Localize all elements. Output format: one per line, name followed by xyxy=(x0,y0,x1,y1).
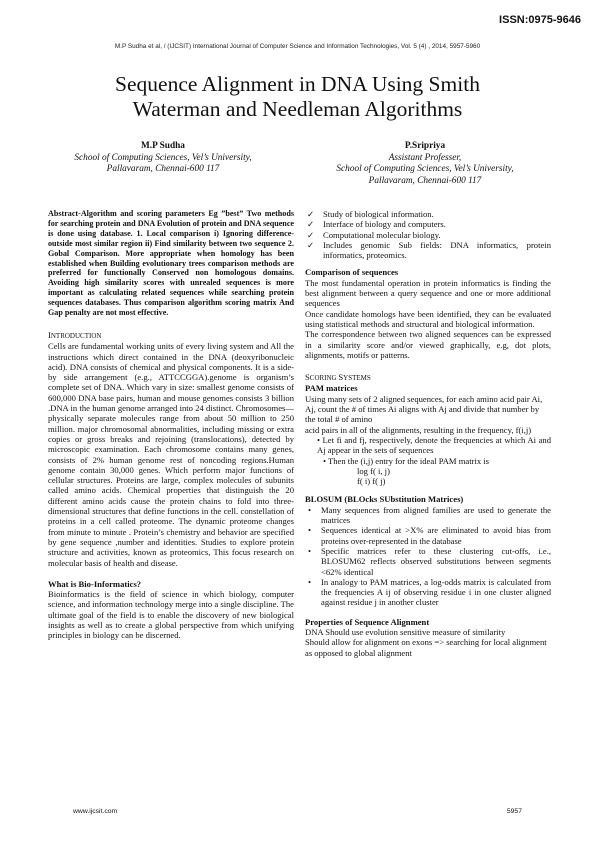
author-affiliation: Pallavaram, Chennai-600 117 xyxy=(368,175,482,186)
author-block-1 xyxy=(38,141,288,176)
author-name: P.Sripriya xyxy=(404,141,446,151)
title-line-2: Waterman and Needleman Algorithms xyxy=(132,97,463,121)
list-item: • In analogy to PAM matrices, a log-odds matrix is calculated from the frequencies A ij of observing residue i in one cluster aligned against residue j in another cluster xyxy=(308,576,551,608)
checkmark-icon: ✓ xyxy=(307,209,315,219)
pam-formula: log f( i, j) xyxy=(357,465,390,476)
scoring-systems-heading: SCORING SYSTEMS xyxy=(305,372,371,383)
author-name: M.P Sudha xyxy=(141,141,185,151)
list-item: ✓ Interface of biology and computers. xyxy=(307,219,446,230)
author-block-2 xyxy=(300,141,550,187)
paper-title xyxy=(40,72,555,122)
comparison-heading: Comparison of sequences xyxy=(305,267,399,278)
footer-page-number: 5957 xyxy=(506,808,522,815)
comparison-body: The most fundamental operation in protein informatics is finding the best alignment between a query sequence and one or more additional sequences xyxy=(305,277,551,309)
bioinformatics-body: Bioinformatics is the field of science in which biology, computer science, and information technology merge into a single discipline. The ultimate goal of the field is to enable the discovery of new biological insights as well as to create a global perspective from which unifying principles in biology can be discerned. xyxy=(48,589,294,641)
field-list xyxy=(305,209,551,260)
pam-formula: f( i) f( j) xyxy=(357,476,386,487)
introduction-heading xyxy=(48,330,294,341)
footer-website: www.ijcsit.com xyxy=(73,808,118,815)
list-item: ✓ Computational molecular biology. xyxy=(307,229,441,240)
list-item: • Specific matrices refer to these clustering cut-offs, i.e., BLOSUM62 reflects observed substitutions between segments <62% identical xyxy=(308,545,551,577)
checkmark-icon: ✓ xyxy=(307,239,315,250)
abstract: Abstract-Algorithm and scoring parameters Eg ”best” Two methods for searching protein and DNA Evolution of protein and DNA sequence is done using database. 1. Local comparison i) Ignoring difference-outside most similar region ii) Find similarity between two sequence 2. Gobal Comparison. More appropriate when homology has been established when Building evolutionary trees comparison methods are preferred for functionally Conserved non homologous domains. Avoiding high similarity scores with unrealed sequences is more important as calculating related sequences while searching protein sequences databases. Thus comparison algorithm scoring matrix And Gap penalty are not most effective. xyxy=(48,209,294,318)
properties-heading: Properties of Sequence Alignment xyxy=(305,616,430,627)
pam-body: acid pairs in all of the alignments, resulting in the frequency, f(i,j) xyxy=(305,424,532,435)
properties-body: Should allow for alignment on exons => searching for local alignment as opposed to global alignment xyxy=(305,637,547,658)
blosum-list xyxy=(305,505,551,608)
bullet-icon: • xyxy=(308,545,312,556)
pam-body: Using many sets of 2 aligned sequences, for each amino acid pair Ai, Aj, count the # of times Ai aligns with Aj and divide that number by the total # of amino xyxy=(305,393,543,425)
heading-rest: NTRODUCTION xyxy=(50,331,102,340)
checkmark-icon: ✓ xyxy=(307,229,315,240)
pam-bullet: • Let fi and fj, respectively, denote the frequencies at which Ai and Aj appear in the sets of sequences xyxy=(317,434,551,456)
author-affiliation: Assistant Professer, xyxy=(388,152,462,163)
author-affiliation: Pallavaram, Chennai-600 117 xyxy=(106,164,220,175)
list-item: ✓ Includes genomic Sub fields: DNA informatics, protein informatics, proteomics. xyxy=(307,239,551,261)
comparison-body: Once candidate homologs have been identified, they can be evaluated using statistical methods and structural and biological information. xyxy=(305,308,551,329)
pam-bullet: • Then the (i,j) entry for the ideal PAM matrix is xyxy=(323,455,490,466)
author-affiliation: School of Computing Sciences, Vel’s University, xyxy=(336,164,514,175)
comparison-body: The correspondence between two aligned sequences can be expressed in a similarity score and/or viewed graphically, e.g, dot plots, alignments, motifs or patterns. xyxy=(305,329,551,360)
bullet-icon: • xyxy=(308,525,312,536)
checkmark-icon: ✓ xyxy=(307,219,315,230)
list-item: ✓ Study of biological information. xyxy=(307,209,434,219)
list-item: • Sequences identical at >X% are eliminated to avoid bias from proteins over-represented in the database xyxy=(308,525,551,546)
blosum-heading: BLOSUM (BLOcks SUbstitution Matrices) xyxy=(305,494,464,505)
pam-heading: PAM matrices xyxy=(305,383,358,394)
properties-body: DNA Should use evolution sensitive measure of similarity xyxy=(305,626,506,637)
heading-initial: I xyxy=(48,329,51,340)
bioinformatics-heading: What is Bio-Informatics? xyxy=(48,578,142,589)
right-column xyxy=(305,209,551,658)
introduction-body: Cells are fundamental working units of every living system and All the instructions which direct contained in the DNA (deoxyribonucleic acid). DNA consists of chemical and physical components. It is a side-by side arrangement (e.g., ATTCCGGA).genome is organism’s complete set of DNA. Which vary in size: smallest genome consists of 600,000 DNA base pairs, human and mouse genomes consists 3 billion .DNA in the human genome arranged into 24 distinct. Chromosomes—physically separate molecules range from about 50 million to 250 million. major chromosomal abnormalities, including missing or extra copies or gross breaks and rejoining (translocations), detected by microscopic examination. Each chromosome contains many genes, consists of 2% human genome rest of noncoding regions.Human genome contain 30,000 genes. Which perform major functions of cellular structures. Proteins are large, complex molecules of subunits called amino acids. Chemical properties that distinguish the 20 different amino acids cause the protein chains to fold into three-dimensional structures that define functions in the cell. constellation of proteins in a cell called proteome. The dynamic proteome changes from minute to minute . Protein’s chemistry and behavior are specified by gene sequence ,number and identities. Studies to explore protein structure and activities, known as proteomics, This focus research on molecular basis of health and disease. xyxy=(48,341,294,568)
issn-label: ISSN:0975-9646 xyxy=(499,14,581,26)
bullet-icon: • xyxy=(308,504,312,515)
title-line-1: Sequence Alignment in DNA Using Smith xyxy=(115,72,480,96)
author-affiliation: School of Computing Sciences, Vel’s University, xyxy=(74,152,252,163)
list-item: • Many sequences from aligned families are used to generate the matrices xyxy=(308,504,551,526)
bullet-icon: • xyxy=(308,576,312,587)
left-column xyxy=(48,209,294,641)
journal-running-header: M.P Sudha et al, / (IJCSIT) International Journal of Computer Science and Information Technologies, Vol. 5 (4) , 2014, 5957-5960 xyxy=(114,43,481,50)
